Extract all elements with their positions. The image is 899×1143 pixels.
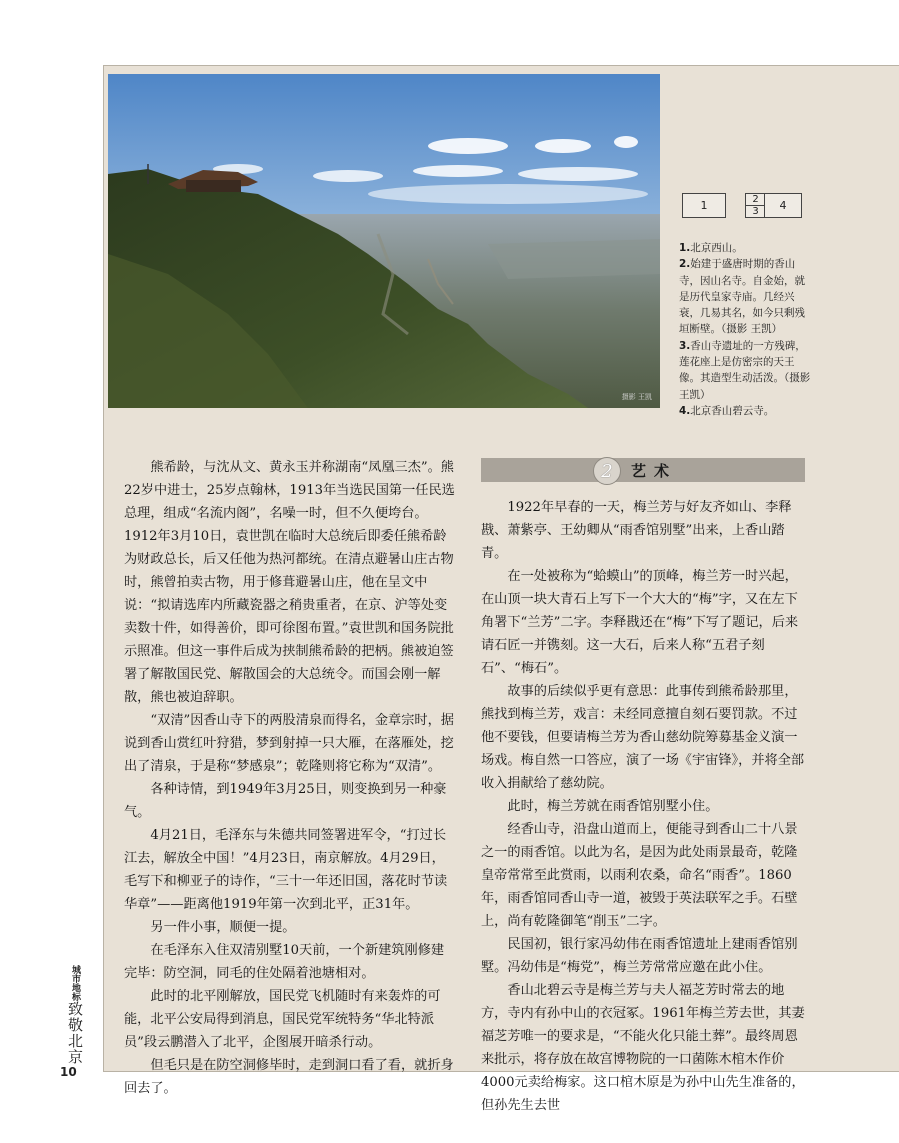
section-number: 2 [593,457,621,485]
caption-2 [679,256,811,337]
photo-index-2: 2 [746,194,765,206]
paragraph: 经香山寺，沿盘山道而上，便能寻到香山二十八景之一的雨香馆。以此为名，是因为此处雨景最奇，乾隆皇帝常常至此赏雨，以雨利农桑，命名“雨香”。1860年，雨香馆同香山寺一道，被毁于英法联军之手。石壁上，尚有乾隆御笔“削玉”二字。 [481,822,798,929]
photo-credit: 摄影 王凯 [621,393,652,401]
caption-text: 北京香山碧云寺。 [690,404,775,417]
caption-text: 始建于盛唐时期的香山寺，因山名寺。自金始，就是历代皇家寺庙。几经兴衰，几易其名，如今只剩残垣断壁。（摄影 王凯） [679,258,805,336]
caption-text: 香山寺遗址的一方残碑，莲花座上是仿密宗的天王像。其造型生动活泼。（摄影 王凯） [679,339,811,401]
caption-number: 3. [679,339,691,352]
section-side-tag [60,965,86,1065]
paragraph: 此时的北平刚解放，国民党飞机随时有来轰炸的可能，北平公安局得到消息，国民党军统特务“华北特派员”段云鹏潜入了北平，企图展开暗杀行动。 [124,989,441,1050]
caption-number: 2. [679,258,691,271]
paragraph: “双清”因香山寺下的两股清泉而得名，金章宗时，据说到香山赏红叶狩猎，梦到射掉一只大雁，在落雁处，挖出了清泉，于是称“梦感泉”；乾隆则将它称为“双清”。 [124,713,454,774]
photo-captions [679,240,811,419]
page-number: 10 [60,1065,77,1079]
paragraph: 在毛泽东入住双清别墅10天前，一个新建筑刚修建完毕：防空洞，同毛的住处隔着池塘相对。 [124,943,445,981]
paragraph: 此时，梅兰芳就在雨香馆别墅小住。 [507,799,719,814]
photo-index-4: 4 [764,193,802,218]
section-header [481,458,805,482]
caption-text: 北京西山。 [690,242,743,254]
paragraph: 民国初，银行家冯幼伟在雨香馆遗址上建雨香馆别墅。冯幼伟是“梅党”，梅兰芳常常应邀在此小住。 [481,937,798,975]
section-title: 艺术 [631,462,678,480]
caption-number: 1. [679,242,691,254]
caption-1 [679,240,811,256]
side-tag-big: 致敬北京 [66,1001,84,1065]
paragraph: 香山北碧云寺是梅兰芳与夫人福芝芳时常去的地方，寺内有孙中山的衣冠冢。1961年梅兰芳去世，其妻福芝芳唯一的要求是，“不能火化只能土葬”。最终周恩来批示，将存放在故宫博物院的一口菌陈木棺木作价4000元卖给梅家。这口棺木原是为孙中山先生准备的，但孙先生去世 [481,983,805,1113]
photo-index-2-3 [745,193,766,218]
paragraph: 1922年早春的一天，梅兰芳与好友齐如山、李释戡、萧紫亭、王幼卿从“雨香馆别墅”出来，上香山踏青。 [481,500,792,561]
photo-index-1: 1 [682,193,726,218]
landscape-photo [108,74,660,408]
caption-3 [679,338,811,403]
side-tag-small: 城市地标 [70,965,80,1001]
article-left-column [124,456,456,1100]
article-right-column [481,496,805,1117]
paragraph: 4月21日，毛泽东与朱德共同签署进军令，“打过长江去，解放全中国！”4月23日，南京解放。4月29日，毛写下和柳亚子的诗作，“三十一年还旧国，落花时节读华章”——距离他1919年第一次到北平，正31年。 [124,828,448,912]
photo-index-3: 3 [752,206,759,217]
paragraph: 熊希龄，与沈从文、黄永玉并称湖南“凤凰三杰”。熊22岁中进士，25岁点翰林，1913年当选民国第一任民选总理，组成“名流内阁”，名噪一时，但不久便垮台。1912年3月10日，袁世凯在临时大总统后即委任熊希龄为财政总长，后又任他为热河都统。在清点避暑山庄古物时，熊曾拍卖古物，用于修葺避暑山庄，他在呈文中说：“拟请选库内所藏瓷器之稍贵重者，在京、沪等处变卖数十件，如得善价，即可徐图布置。”袁世凯和国务院批示照准。但这一事件后成为挟制熊希龄的把柄。熊被迫签署了解散国民党、解散国会的大总统令。而国会刚一解散，熊也被迫辞职。 [124,460,455,705]
paragraph: 各种诗情，到1949年3月25日，则变换到另一种豪气。 [124,782,447,820]
photo-xishan [108,74,660,408]
paragraph: 但毛只是在防空洞修毕时，走到洞口看了看，就折身回去了。 [124,1058,454,1096]
caption-number: 4. [679,404,691,417]
paragraph: 故事的后续似乎更有意思：此事传到熊希龄那里，熊找到梅兰芳，戏言：未经同意擅自刻石要罚款。不过他不要钱，但要请梅兰芳为香山慈幼院筹募基金义演一场戏。梅自然一口答应，演了一场《宇宙锋》，并将全部收入捐献给了慈幼院。 [481,684,805,791]
paragraph: 另一件小事，顺便一提。 [150,920,296,935]
paragraph: 在一处被称为“蛤蟆山”的顶峰，梅兰芳一时兴起，在山顶一块大青石上写下一个大大的“梅”字，又在左下角署下“兰芳”二字。李释戡还在“梅”下写了题记，后来请石匠一并镌刻。这一大石，后来人称“五君子刻石”、“梅石”。 [481,569,799,676]
caption-4 [679,403,811,419]
